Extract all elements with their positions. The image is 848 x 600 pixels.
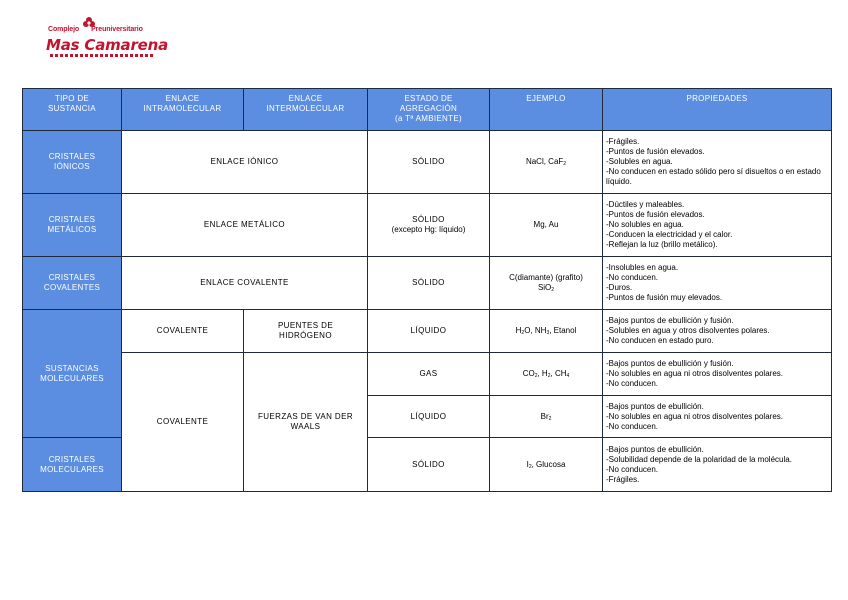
properties-cell: -Insolubles en agua. -No conducen. -Duros. -Puntos de fusión muy elevados. — [603, 257, 832, 310]
row-label-cristales-metalicos: CRISTALES METÁLICOS — [23, 194, 122, 257]
properties-cell: -Bajos puntos de ebullición y fusión. -Solubles en agua y otros disolventes polares. -No conducen en estado puro. — [603, 310, 832, 353]
table-row — [23, 353, 832, 396]
state-cell: SÓLIDO — [368, 257, 490, 310]
example-cell: $Br_2$ — [490, 396, 603, 438]
logo-text-complejo: Complejo — [48, 26, 80, 33]
logo-underline — [50, 54, 154, 57]
header-estado-agregacion: ESTADO DE AGREGACIÓN (a Tª AMBIENTE) — [368, 89, 490, 131]
properties-cell: -Frágiles. -Puntos de fusión elevados. -Solubles en agua. -No conducen en estado sólido pero sí disueltos o en estado líquido. — [603, 131, 832, 194]
table-row — [23, 131, 832, 194]
state-cell: SÓLIDO — [368, 131, 490, 194]
state-cell: GAS — [368, 353, 490, 396]
properties-cell: -Dúctiles y maleables. -Puntos de fusión elevados. -No solubles en agua. -Conducen la electricidad y el calor. -Reflejan la luz (brillo metálico). — [603, 194, 832, 257]
intramolecular-cell: COVALENTE — [122, 353, 244, 492]
bond-cell: ENLACE IÓNICO — [122, 131, 368, 194]
table-row — [23, 310, 832, 353]
row-label-sustancias-moleculares: SUSTANCIAS MOLECULARES — [23, 310, 122, 438]
bond-cell: ENLACE COVALENTE — [122, 257, 368, 310]
logo-tagline — [48, 26, 143, 33]
example-cell: $I_2$, Glucosa — [490, 438, 603, 492]
substances-table — [22, 88, 832, 492]
header-tipo-sustancia: TIPO DE SUSTANCIA — [23, 89, 122, 131]
table-row — [23, 194, 832, 257]
state-cell: SÓLIDO — [368, 438, 490, 492]
row-label-cristales-covalentes: CRISTALES COVALENTES — [23, 257, 122, 310]
header-enlace-intramolecular: ENLACE INTRAMOLECULAR — [122, 89, 244, 131]
example-cell: NaCl, CaF$_2$ — [490, 131, 603, 194]
example-cell: $CO_2$, $H_2$, $CH_4$ — [490, 353, 603, 396]
logo-title: Mas Camarena — [46, 36, 169, 54]
header-ejemplo: EJEMPLO — [490, 89, 603, 131]
properties-cell: -Bajos puntos de ebullición. -No solubles en agua ni otros disolventes polares. -No conducen. — [603, 396, 832, 438]
table-header-row — [23, 89, 832, 131]
row-label-cristales-moleculares: CRISTALES MOLECULARES — [23, 438, 122, 492]
header-propiedades: PROPIEDADES — [603, 89, 832, 131]
state-cell: LÍQUIDO — [368, 396, 490, 438]
bond-cell: ENLACE METÁLICO — [122, 194, 368, 257]
properties-cell: -Bajos puntos de ebullición. -Solubilidad depende de la polaridad de la molécula. -No conducen. -Frágiles. — [603, 438, 832, 492]
example-cell: Mg, Au — [490, 194, 603, 257]
header-enlace-intermolecular: ENLACE INTERMOLECULAR — [244, 89, 368, 131]
example-cell: C(diamante) (grafito) SiO$_2$ — [490, 257, 603, 310]
example-cell: $H_2O$, $NH_3$, Etanol — [490, 310, 603, 353]
logo-text-preuniversitario: Preuniversitario — [91, 26, 143, 33]
intermolecular-cell: FUERZAS DE VAN DER WAALS — [244, 353, 368, 492]
intramolecular-cell: COVALENTE — [122, 310, 244, 353]
properties-cell: -Bajos puntos de ebullición y fusión. -No solubles en agua ni otros disolventes polares. -No conducen. — [603, 353, 832, 396]
state-cell: LÍQUIDO — [368, 310, 490, 353]
logo — [44, 14, 169, 60]
row-label-cristales-ionicos: CRISTALES IÓNICOS — [23, 131, 122, 194]
table-row — [23, 257, 832, 310]
intermolecular-cell: PUENTES DE HIDRÓGENO — [244, 310, 368, 353]
state-cell: SÓLIDO (excepto Hg: líquido) — [368, 194, 490, 257]
